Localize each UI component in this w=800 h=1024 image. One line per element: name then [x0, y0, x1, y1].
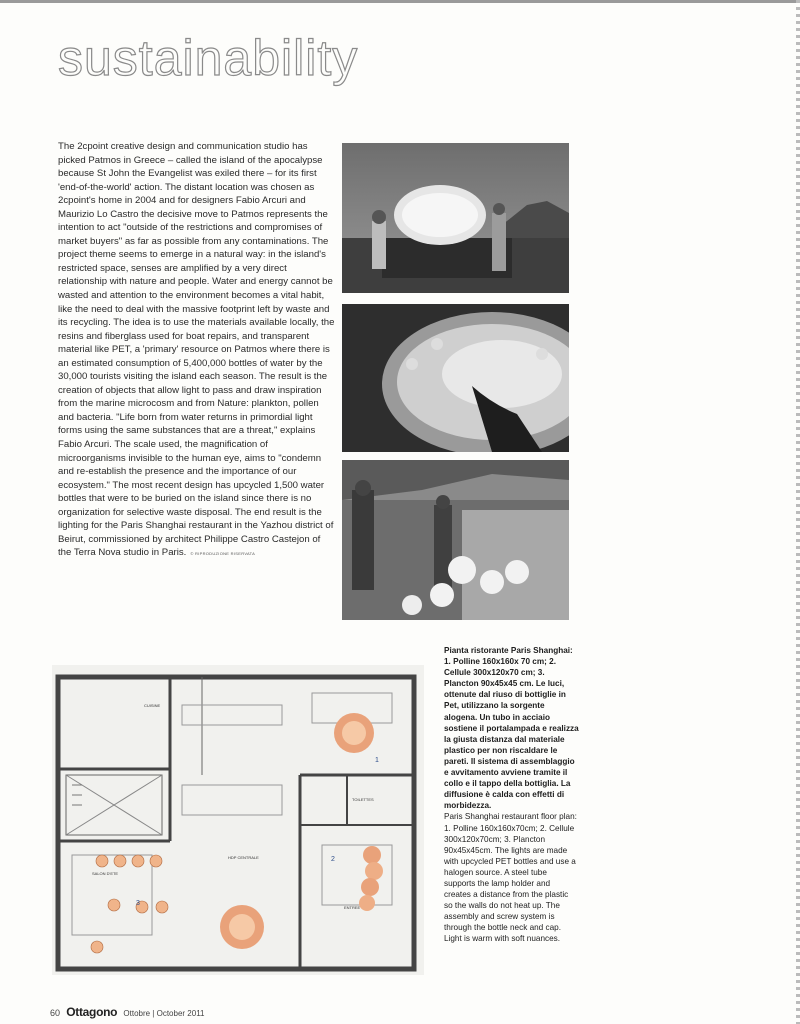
article-body	[58, 140, 336, 561]
plan-label-kitchen: CUISINE	[144, 703, 161, 708]
page-edge	[796, 0, 800, 1024]
plan-number-3: 3	[136, 900, 140, 907]
floor-plan-caption	[444, 645, 579, 945]
issue-date: Ottobre | October 2011	[123, 1009, 205, 1018]
photo-lamps-on-beach	[342, 460, 569, 620]
photo-lamp-on-truck	[342, 143, 569, 293]
photo-lamp-closeup	[342, 304, 569, 452]
article-text: The 2cpoint creative design and communication studio has picked Patmos in Greece – called the island of the apocalypse because St John the Evangelist was exiled there – for its first 'end-of-the-world' action. The distant location was chosen as 2cpoint's home in 2004 and for designers Fabio Arcuri and Maurizio Lo Castro the decisive move to Patmos represents the intention to act "outside of the restrictions and compromises of market buyers" as far as possible from any contaminations. The project theme seems to emerge in a natural way: in the island's restricted space, senses are amplified by a very direct relationship with nature and people. Water and energy cannot be wasted and attention to the environment becomes a vital habit, like the need to deal with the massive footprint left by waste and its recycling. The idea is to use the materials available locally, the resins and fiberglass used for boat repairs, and transparent material like PET, a 'primary' resource on Patmos where there is an estimated consumption of 5,400,000 bottles of water by the 30,000 tourists visiting the island each season. The result is the creation of objects that allow light to pass and draw inspiration from the marine microcosm and from Nature: plankton, pollen and bacteria. "Life born from water returns in primordial light forms using the same substances that are a threat," explains Fabio Arcuri. The scale used, the magnification of microorganisms invisible to the human eye, aims to "condemn and re-establish the presence and the importance of our ecosystem." The most recent design has upcycled 1,500 water bottles that were to be buried on the island since there is no organization for selective waste disposal. The end result is the lighting for the Paris Shanghai restaurant in the Yazhou district of Beirut, commissioned by architect Philippe Castro Castejon of the Terra Nova studio in Paris.	[58, 141, 335, 559]
plan-number-1: 1	[375, 757, 379, 764]
page-footer	[50, 1005, 205, 1019]
copyright-note: © RIPRODUZIONE RISERVATA	[190, 551, 256, 557]
caption-italian: Pianta ristorante Paris Shanghai: 1. Polline 160x160x 70 cm; 2. Cellule 300x120x70 cm; 3. Plancton 90x45x45 cm. Le luci, ottenute dal riuso di bottiglie in Pet, utilizzano la sorgente alogena. Un tubo in acciaio sostiene il portalampada e realizza la giusta distanza dal materiale plastico per non riscaldare le pareti. Il sistema di assemblaggio e avvitamento avviene tramite il collo e il tappo della bottiglia. La diffusione è calda con effetti di morbidezza.	[444, 646, 579, 811]
plan-label-entrance: ENTREE	[344, 905, 361, 910]
top-rule	[0, 0, 800, 3]
plan-label-toilets: TOILETTES	[352, 797, 374, 802]
page-number: 60	[50, 1008, 61, 1018]
plan-label-dining: SALON D'ETE	[92, 871, 119, 876]
plan-number-2: 2	[331, 856, 335, 863]
section-title: sustainability	[58, 30, 359, 86]
floor-plan	[52, 665, 424, 975]
magazine-name: Ottagono	[66, 1005, 118, 1019]
plan-label-central: HDP CENTRALE	[228, 855, 259, 860]
caption-english: Paris Shanghai restaurant floor plan: 1. Polline 160x160x70cm; 2. Cellule 300x120x70cm; 3. Plancton 90x45x45cm. The lights are made with upcycled PET bottles and use a halogen source. A steel tube supports the lamp holder and creates a distance from the plastic so the walls do not heat up. The assembly and screw system is through the bottle neck and cap. Light is warm with soft nuances.	[444, 812, 577, 944]
